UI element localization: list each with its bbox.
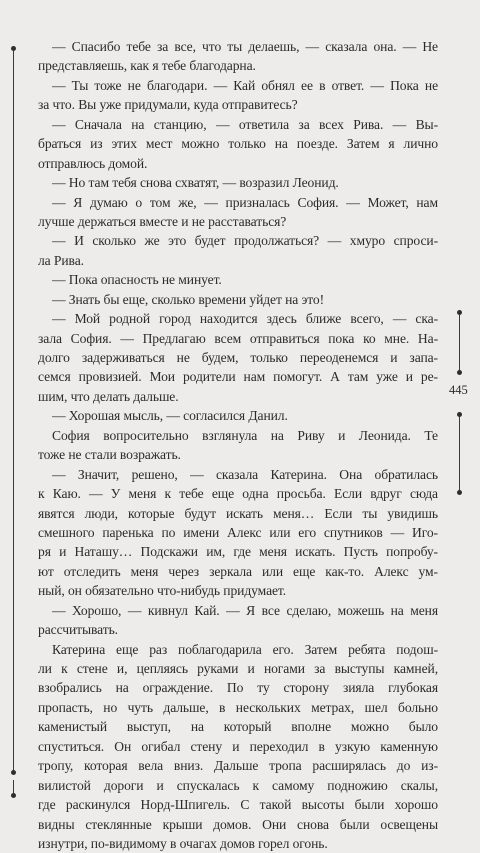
text-line: — Мой родной город находится здесь ближе всего, — ска- [52,311,438,327]
text-line: — Хорошая мысль, — согласился Данил. [52,408,288,424]
left-rule-end-dot [11,793,16,798]
text-line: ный, он обязательно что-нибудь придумает. [38,583,287,599]
text-line: Катерина еще раз поблагодарила его. Затем ребята подош- [52,641,438,657]
left-rule-top-dot [11,46,16,51]
right-marker-rule-bottom [459,414,460,492]
text-line: — Хорошо, — кивнул Кай. — Я все сделаю, можешь на меня [52,602,438,618]
left-margin-rule [13,48,14,772]
text-line: — Пока опасность не минует. [52,272,222,288]
page-number: 445 [449,383,468,397]
text-line: явятся люди, которые будут искать меня… Если ты увидишь [38,505,438,521]
text-line: шим, что делать дальше. [38,388,179,404]
text-line: — Значит, решено, — сказала Катерина. Она обратилась [52,466,438,482]
text-line: — Сначала на станцию, — ответила за всех Рива. — Вы- [52,116,438,132]
right-marker-rule-top [459,312,460,372]
text-line: каменистый выступ, на который вполне можно было [38,719,438,735]
text-line: — И сколько же это будет продолжаться? — хмуро спроси- [52,233,438,249]
text-line: ли к стене и, цепляясь руками и ногами за выступы камней, [38,661,438,676]
text-line: — Я думаю о том же, — призналась София. — Может, нам [52,194,438,210]
text-line: взобрались на ограждение. По ту сторону зияла глубокая [38,680,438,696]
text-line: браться из этих мест можно только на поезде. Затем я лично [38,136,438,152]
text-line: долго задерживаться не будем, только переоденемся и запа- [38,350,438,365]
text-line: София вопросительно взглянула на Риву и Леонида. Те [52,427,438,443]
text-line: тоже не стали возражать. [38,447,181,463]
text-line: рассчитывать. [38,622,118,638]
text-line: где раскинулся Норд-Шпигель. С такой высоты были хорошо [38,797,438,813]
text-line: семся провизией. Мои родители нам помогут. А там уже и ре- [38,369,438,385]
text-line: зала София. — Предлагаю всем отправиться пока ко мне. На- [38,330,438,346]
right-marker-dot [457,412,462,417]
body-text [38,37,438,853]
text-line: видны стеклянные крыши домов. Они снова были освещены [38,816,438,832]
text-line: изнутри, по-видимому в очагах домов горел огонь. [38,835,328,851]
right-marker-dot [457,310,462,315]
text-line: смешного паренька по имени Алекс или его спутников — Иго- [38,524,438,540]
text-line: за что. Вы уже придумали, куда отправитесь? [38,97,298,113]
text-line: ря и Наташу… Подскажи им, где меня искать. Пусть попробу- [38,544,438,560]
text-line: представляешь, как я тебе благодарна. [38,58,256,74]
text-line: — Но там тебя снова схватят, — возразил Леонид. [52,175,339,191]
right-marker-dot [457,490,462,495]
text-line: вилистой дороги и спускалась к самому подножию скалы, [38,777,438,793]
text-line: к Каю. — У меня к тебе еще одна просьба. Если вдруг сюда [38,486,438,502]
text-line: тропу, которая вела вниз. Дальше тропа расширялась до из- [38,758,438,774]
text-line: ла Рива. [38,252,84,268]
text-line: — Знать бы еще, сколько времени уйдет на это! [52,291,325,307]
left-rule-bottom-dot [11,770,16,775]
text-line: — Ты тоже не благодари. — Кай обнял ее в ответ. — Пока не [52,77,438,93]
text-line: лучше держаться вместе и не расставаться? [38,213,287,229]
left-margin-rule-end [13,780,14,794]
text-line: спуститься. Он огибал стену и переходил в узкую каменную [38,738,438,754]
text-line: — Спасибо тебе за все, что ты делаешь, — сказала она. — Не [52,39,438,54]
text-line: ют отследить меня через зеркала или еще как-то. Алекс ум- [38,563,438,579]
right-marker-dot [457,370,462,375]
text-line: пропасть, но чуть дальше, в нескольких метрах, шел больно [38,699,438,715]
text-line: отправлюсь домой. [38,155,148,171]
